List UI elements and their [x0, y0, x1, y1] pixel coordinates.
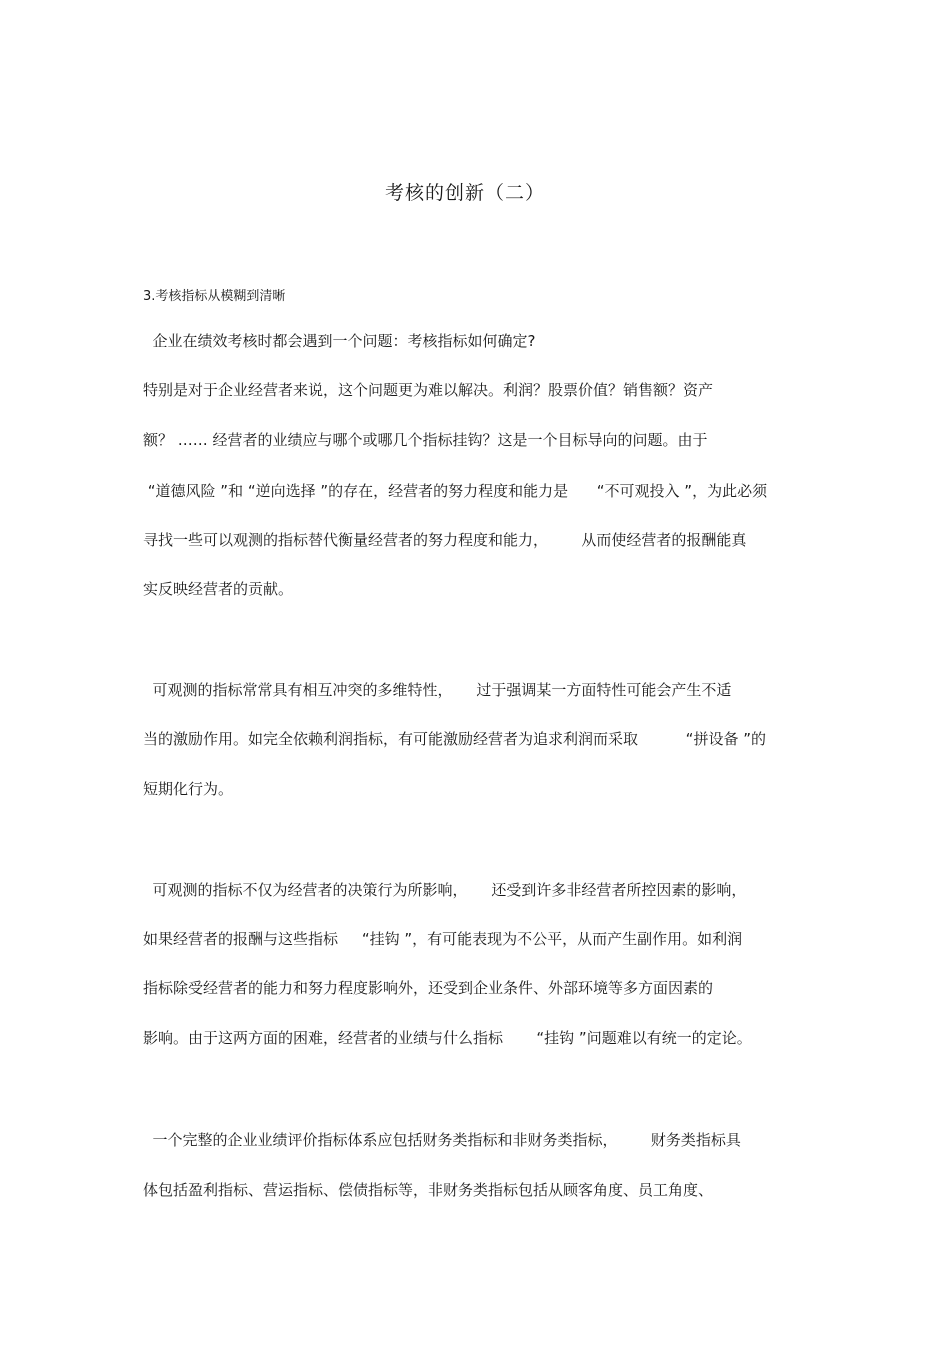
- paragraph-3-line-4: 影响。由于这两方面的困难，经营者的业绩与什么指标 “挂钩 ”问题难以有统一的定论。: [143, 1029, 752, 1047]
- paragraph-3-line-1: 可观测的指标不仅为经营者的决策行为所影响， 还受到许多非经营者所控因素的影响，: [143, 881, 747, 899]
- paragraph-3-line-2: 如果经营者的报酬与这些指标 “挂钩 ”，有可能表现为不公平，从而产生副作用。如利润: [143, 930, 743, 948]
- paragraph-1-line-1: 企业在绩效考核时都会遇到一个问题：考核指标如何确定?: [143, 332, 536, 350]
- paragraph-1-line-5: 寻找一些可以观测的指标替代衡量经营者的努力程度和能力， 从而使经营者的报酬能真: [143, 531, 747, 549]
- paragraph-3-line-3: 指标除受经营者的能力和努力程度影响外，还受到企业条件、外部环境等多方面因素的: [143, 979, 714, 997]
- paragraph-4-line-2: 体包括盈利指标、营运指标、偿债指标等，非财务类指标包括从顾客角度、员工角度、: [143, 1181, 714, 1199]
- paragraph-1-line-6: 实反映经营者的贡献。: [143, 580, 294, 598]
- paragraph-1-line-2: 特别是对于企业经营者来说，这个问题更为难以解决。利润？股票价值？销售额？资产: [143, 381, 714, 399]
- paragraph-1-line-3: 额？ …… 经营者的业绩应与哪个或哪几个指标挂钩？这是一个目标导向的问题。由于: [143, 431, 708, 449]
- document-title: 考核的创新（二）: [384, 182, 545, 204]
- paragraph-1-line-4: “道德风险 ”和 “逆向选择 ”的存在，经营者的努力程度和能力是 “不可观投入 ”，为此必须: [143, 482, 768, 500]
- paragraph-4-line-1: 一个完整的企业业绩评价指标体系应包括财务类指标和非财务类指标， 财务类指标具: [143, 1131, 741, 1149]
- section-heading: 3.考核指标从模糊到清晰: [143, 289, 286, 304]
- paragraph-2-line-1: 可观测的指标常常具有相互冲突的多维特性， 过于强调某一方面特性可能会产生不适: [143, 681, 732, 699]
- paragraph-2-line-2: 当的激励作用。如完全依赖利润指标，有可能激励经营者为追求利润而采取 “拼设备 ”的: [143, 730, 766, 748]
- paragraph-2-line-3: 短期化行为。: [143, 780, 234, 798]
